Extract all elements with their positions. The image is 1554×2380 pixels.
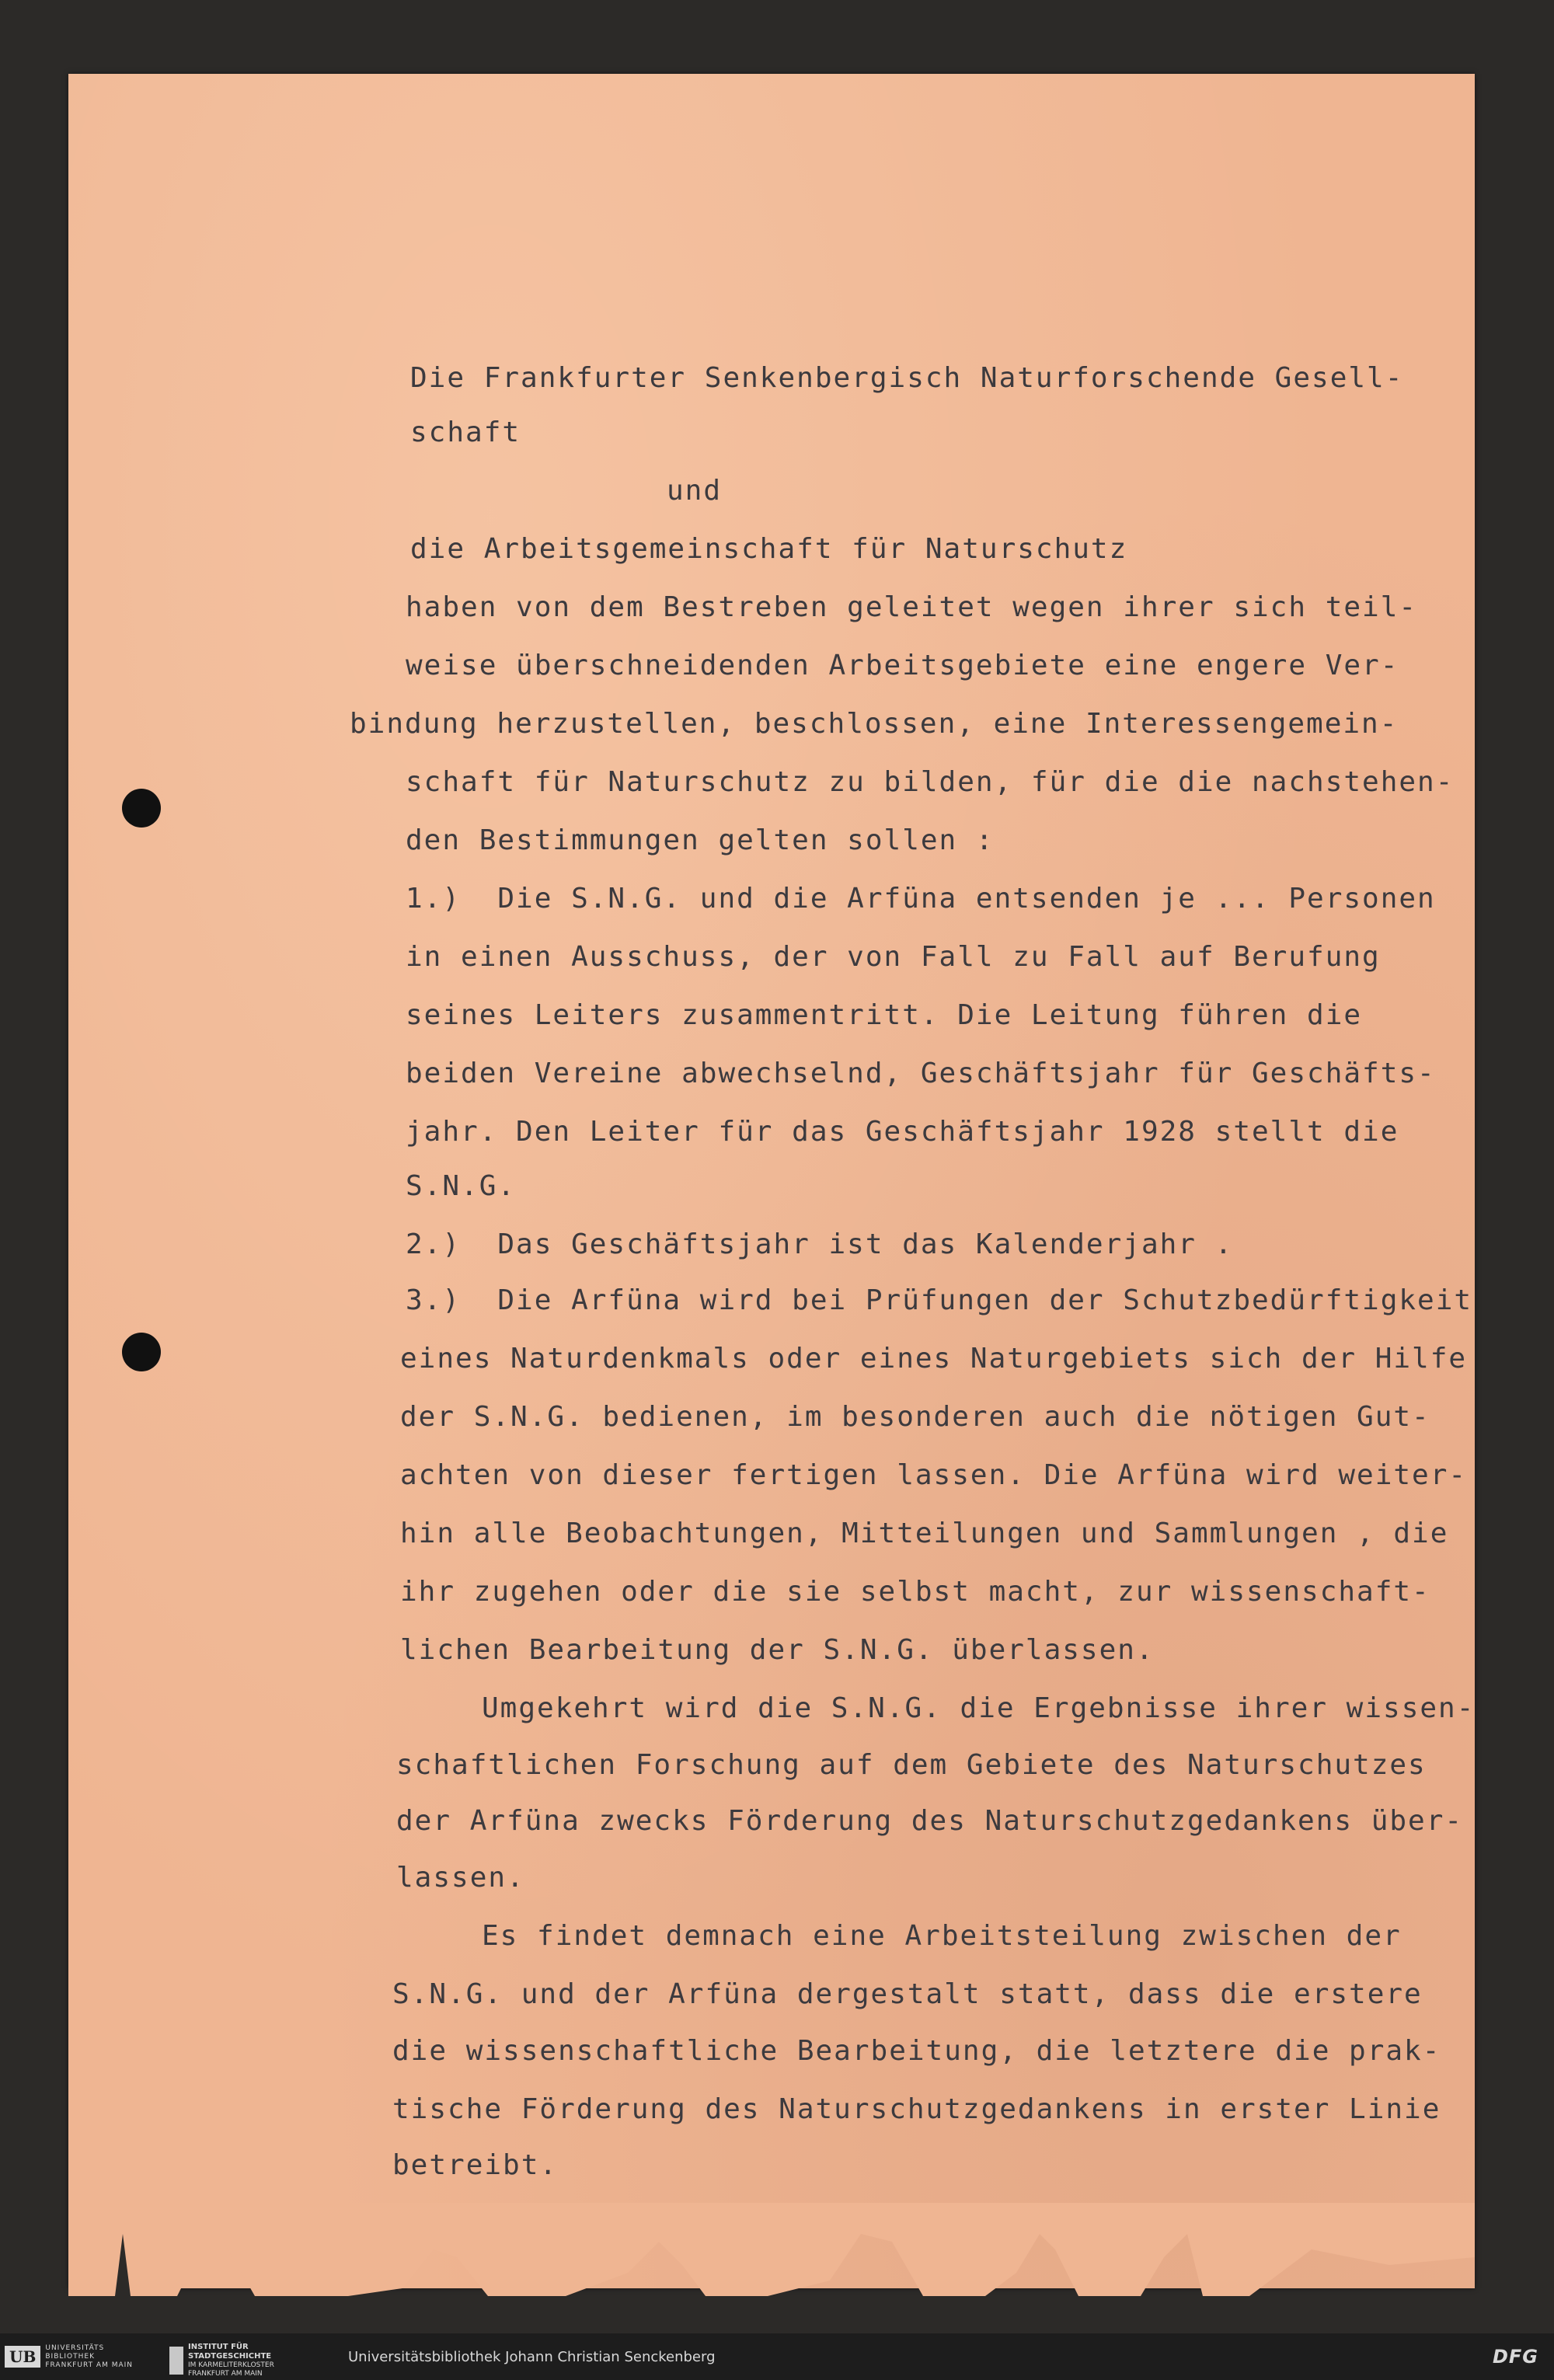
inst-line: STADTGESCHICHTE (188, 2352, 272, 2361)
text-line: lichen Bearbeitung der S.N.G. überlassen. (400, 1634, 1155, 1666)
text-line: der S.N.G. bedienen, im besonderen auch die nötigen Gut- (400, 1401, 1430, 1433)
inst-line: INSTITUT FÜR (188, 2343, 249, 2351)
text-line: ihr zugehen oder die sie selbst macht, zur wissenschaft- (400, 1576, 1430, 1608)
text-line: eines Naturdenkmals oder eines Naturgebiets sich der Hilfe (400, 1343, 1468, 1375)
ub-line: UNIVERSITÄTS (45, 2343, 105, 2352)
text-line: 2.) Das Geschäftsjahr ist das Kalenderjahr . (406, 1228, 1234, 1260)
text-line: schaftlichen Forschung auf dem Gebiete des Naturschutzes (396, 1749, 1427, 1781)
text-line: achten von dieser fertigen lassen. Die Arfüna wird weiter- (400, 1459, 1468, 1491)
institute-text (188, 2343, 274, 2378)
dfg-logo: DFG (1492, 2346, 1538, 2368)
text-line: die wissenschaftliche Bearbeitung, die letztere die prak- (392, 2035, 1441, 2067)
text-line: weise überschneidenden Arbeitsgebiete eine engere Ver- (406, 650, 1399, 681)
institute-mark-icon (169, 2347, 183, 2375)
text-line: bindung herzustellen, beschlossen, eine Interessengemein- (350, 708, 1399, 740)
text-line: Es findet demnach eine Arbeitsteilung zwischen der (482, 1920, 1402, 1952)
text-line: und (667, 475, 723, 507)
text-line: S.N.G. und der Arfüna dergestalt statt, dass die erstere (392, 1978, 1423, 2010)
text-line: lassen. (396, 1862, 525, 1894)
text-line: seines Leiters zusammentritt. Die Leitung führen die (406, 999, 1363, 1031)
text-line: die Arbeitsgemeinschaft für Naturschutz (410, 533, 1128, 565)
footer-title: Universitätsbibliothek Johann Christian Senckenberg (348, 2349, 716, 2365)
text-line: S.N.G. (406, 1170, 517, 1202)
ub-mark: UB (5, 2346, 40, 2368)
ub-text (45, 2344, 133, 2370)
ub-logo (5, 2343, 133, 2371)
text-line: der Arfüna zwecks Förderung des Naturschutzgedankens über- (396, 1805, 1464, 1837)
ub-line: BIBLIOTHEK (45, 2352, 95, 2361)
text-line: beiden Vereine abwechselnd, Geschäftsjahr für Geschäfts- (406, 1058, 1436, 1089)
text-line: hin alle Beobachtungen, Mitteilungen und Sammlungen , die (400, 1518, 1449, 1549)
text-line: haben von dem Bestreben geleitet wegen ihrer sich teil- (406, 591, 1418, 623)
text-line: 3.) Die Arfüna wird bei Prüfungen der Schutzbedürftigkeit (406, 1284, 1473, 1316)
text-line: Die Frankfurter Senkenbergisch Naturforschende Gesell- (410, 362, 1404, 394)
text-line: 1.) Die S.N.G. und die Arfüna entsenden je ... Personen (406, 883, 1436, 915)
footer-bar (0, 2333, 1554, 2380)
text-line: schaft für Naturschutz zu bilden, für die die nachstehen- (406, 766, 1455, 798)
text-line: jahr. Den Leiter für das Geschäftsjahr 1928 stellt die (406, 1116, 1399, 1148)
text-line: den Bestimmungen gelten sollen : (406, 824, 995, 856)
text-line: tische Förderung des Naturschutzgedankens in erster Linie (392, 2093, 1441, 2125)
inst-line: FRANKFURT AM MAIN (188, 2370, 263, 2378)
text-line: schaft (410, 416, 521, 448)
ub-line: FRANKFURT AM MAIN (45, 2361, 134, 2369)
text-line: Umgekehrt wird die S.N.G. die Ergebnisse ihrer wissen- (482, 1692, 1476, 1724)
institute-logo (169, 2343, 274, 2378)
inst-line: IM KARMELITERKLOSTER (188, 2361, 274, 2369)
text-line: betreibt. (392, 2149, 559, 2181)
text-line: in einen Ausschuss, der von Fall zu Fall auf Berufung (406, 941, 1381, 973)
